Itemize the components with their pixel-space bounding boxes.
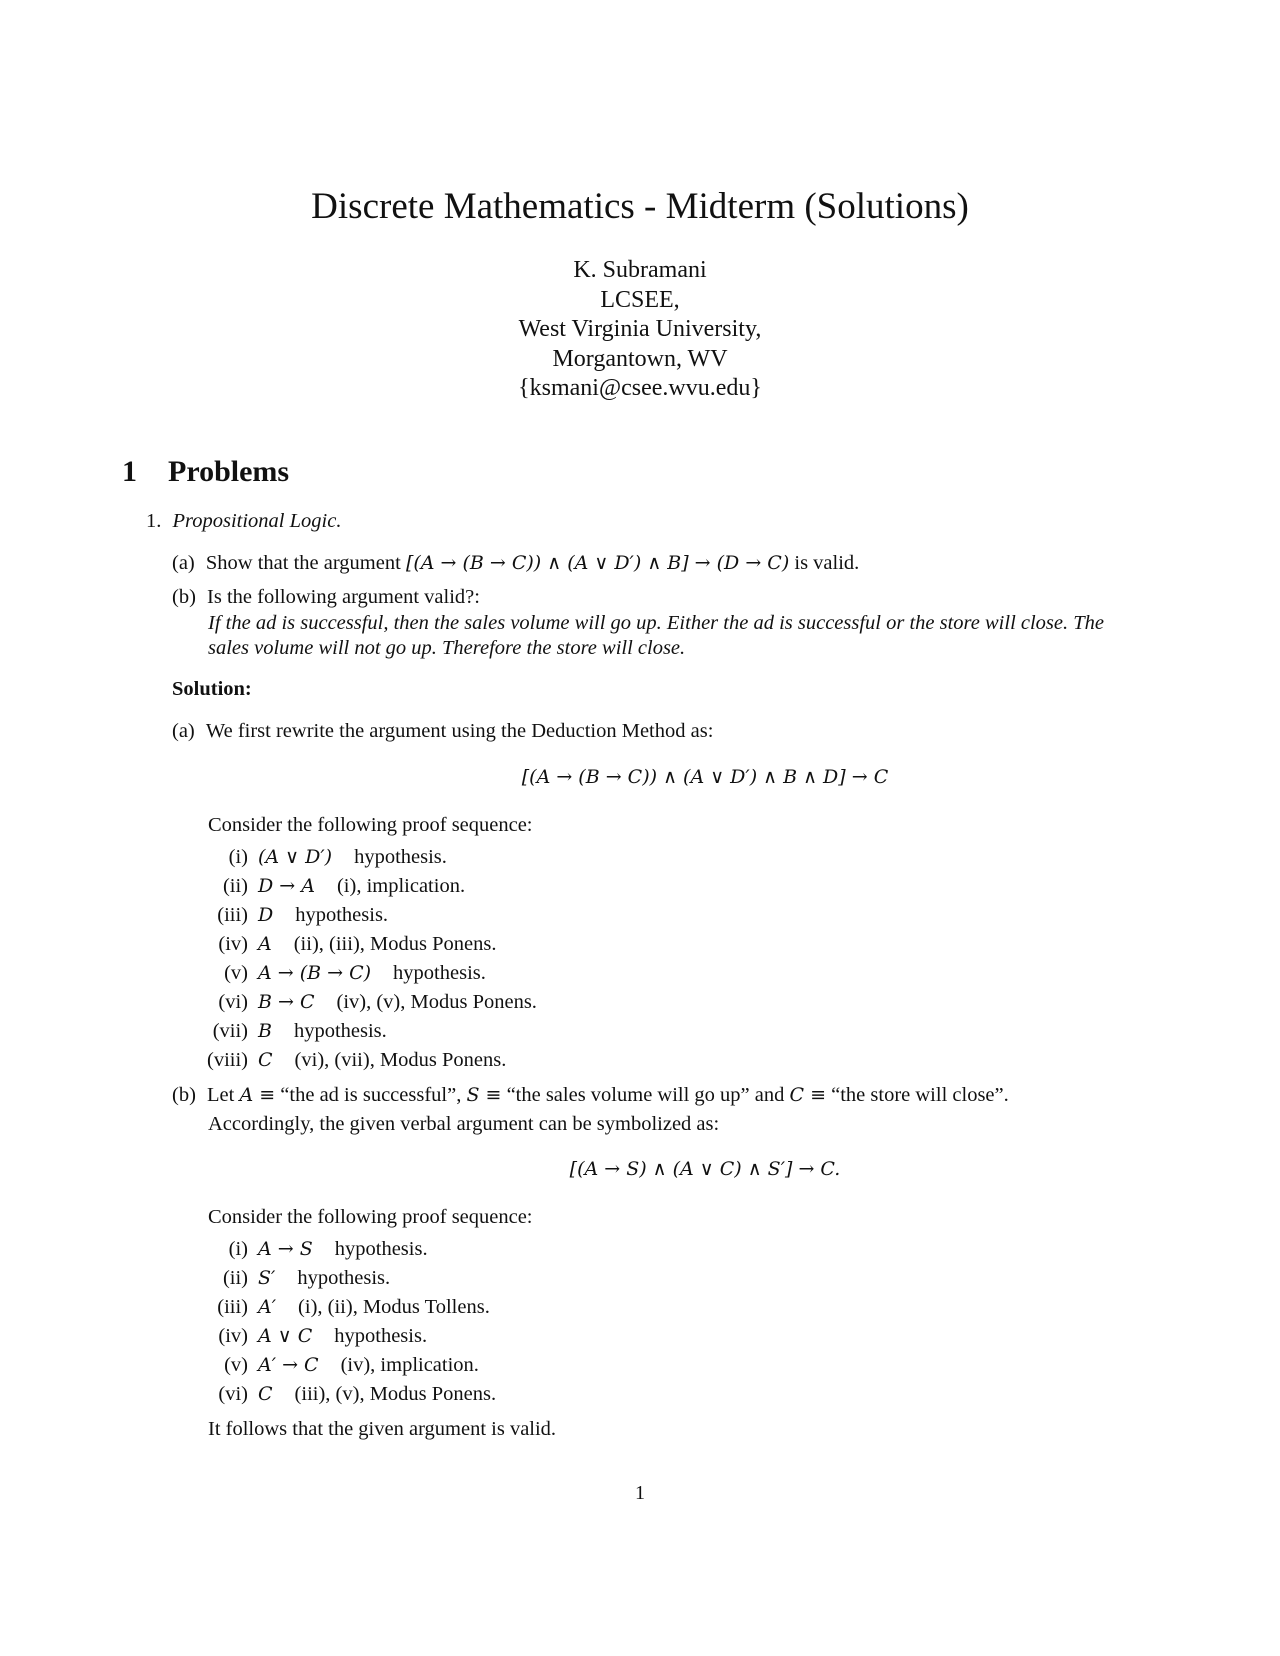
solution-b-accordingly: Accordingly, the given verbal argument can be symbolized as: (208, 1113, 720, 1135)
proof-step: (ii) S′ hypothesis. (222, 1267, 391, 1289)
proof-step: (viii) C (vi), (vii), Modus Ponens. (207, 1049, 507, 1071)
proof-step: (v) A′ → C (iv), implication. (224, 1354, 479, 1376)
author-university: West Virginia University, (518, 316, 762, 342)
proof-step: (ii) D → A (i), implication. (222, 875, 466, 897)
section-number: 1 (122, 455, 137, 488)
problem-1b-label: (b) (172, 586, 196, 608)
problem-1b-argument-line-1: If the ad is successful, then the sales volume will go up. Either the ad is successful or the store will close. The (208, 612, 1105, 634)
section-heading (122, 454, 289, 490)
problem-1b-text: Is the following argument valid?: (207, 586, 480, 608)
solution-a-formula (0, 764, 1280, 791)
solution-b-formula (0, 1156, 1280, 1183)
solution-b-consider: Consider the following proof sequence: (208, 1206, 533, 1228)
var-s-def: S ≡ (466, 1084, 502, 1106)
document-title: Discrete Mathematics - Midterm (Solutions) (311, 186, 969, 227)
solution-b-label: (b) (172, 1084, 196, 1106)
proof-step: (iii) A′ (i), (ii), Modus Tollens. (217, 1296, 490, 1318)
problem-1-header (146, 508, 341, 535)
author-block (0, 256, 1280, 404)
problem-number: 1. (146, 510, 162, 532)
solution-a-label: (a) (172, 720, 195, 742)
proof-step: (vii) B hypothesis. (212, 1020, 387, 1042)
author-email: {ksmani@csee.wvu.edu} (518, 375, 762, 401)
problem-1b-argument-line-2: sales volume will not go up. Therefore the store will close. (208, 637, 686, 659)
solution-heading: Solution: (172, 678, 252, 700)
solution-b-let: Let (207, 1084, 235, 1106)
problem-1a-label: (a) (172, 552, 195, 574)
problem-1b (172, 584, 480, 611)
symbolized-formula: [(A → S) ∧ (A ∨ C) ∧ S′] → C. (569, 1158, 841, 1180)
solution-b-definitions (172, 1082, 1009, 1109)
proof-step: (vi) B → C (iv), (v), Modus Ponens. (218, 991, 537, 1013)
page-number: 1 (635, 1482, 645, 1504)
problem-1a-text: Show that the argument (205, 552, 401, 574)
var-a-text: “the ad is successful”, (280, 1084, 462, 1106)
solution-a-consider: Consider the following proof sequence: (208, 814, 533, 836)
author-dept: LCSEE, (600, 286, 680, 313)
var-c-text: “the store will close”. (831, 1084, 1009, 1106)
problem-title: Propositional Logic. (172, 510, 342, 532)
author-name: K. Subramani (573, 257, 707, 283)
problem-1a (172, 550, 859, 577)
section-title: Problems (168, 455, 290, 488)
solution-a-intro-text: We first rewrite the argument using the Deduction Method as: (205, 720, 714, 742)
deduction-formula: [(A → (B → C)) ∧ (A ∨ D′) ∧ B ∧ D] → C (521, 766, 889, 788)
author-city: Morgantown, WV (552, 345, 728, 372)
problem-1a-formula: [(A → (B → C)) ∧ (A ∨ D′) ∧ B] → (D → C) (405, 552, 790, 574)
solution-a-intro (172, 718, 713, 745)
proof-step: (iv) A (ii), (iii), Modus Ponens. (218, 933, 497, 955)
problem-1a-suffix: is valid. (794, 552, 860, 574)
var-s-text: “the sales volume will go up” and (506, 1084, 785, 1106)
proof-step: (i) A → S hypothesis. (228, 1238, 428, 1260)
proof-step: (iv) A ∨ C hypothesis. (218, 1325, 428, 1347)
var-a-def: A ≡ (239, 1084, 276, 1106)
proof-step: (i) (A ∨ D′) hypothesis. (228, 846, 447, 868)
proof-step: (iii) D hypothesis. (217, 904, 389, 926)
solution-conclusion: It follows that the given argument is valid. (208, 1418, 557, 1440)
proof-step: (v) A → (B → C) hypothesis. (224, 962, 486, 984)
proof-step: (vi) C (iii), (v), Modus Ponens. (218, 1383, 497, 1405)
var-c-def: C ≡ (789, 1084, 827, 1106)
